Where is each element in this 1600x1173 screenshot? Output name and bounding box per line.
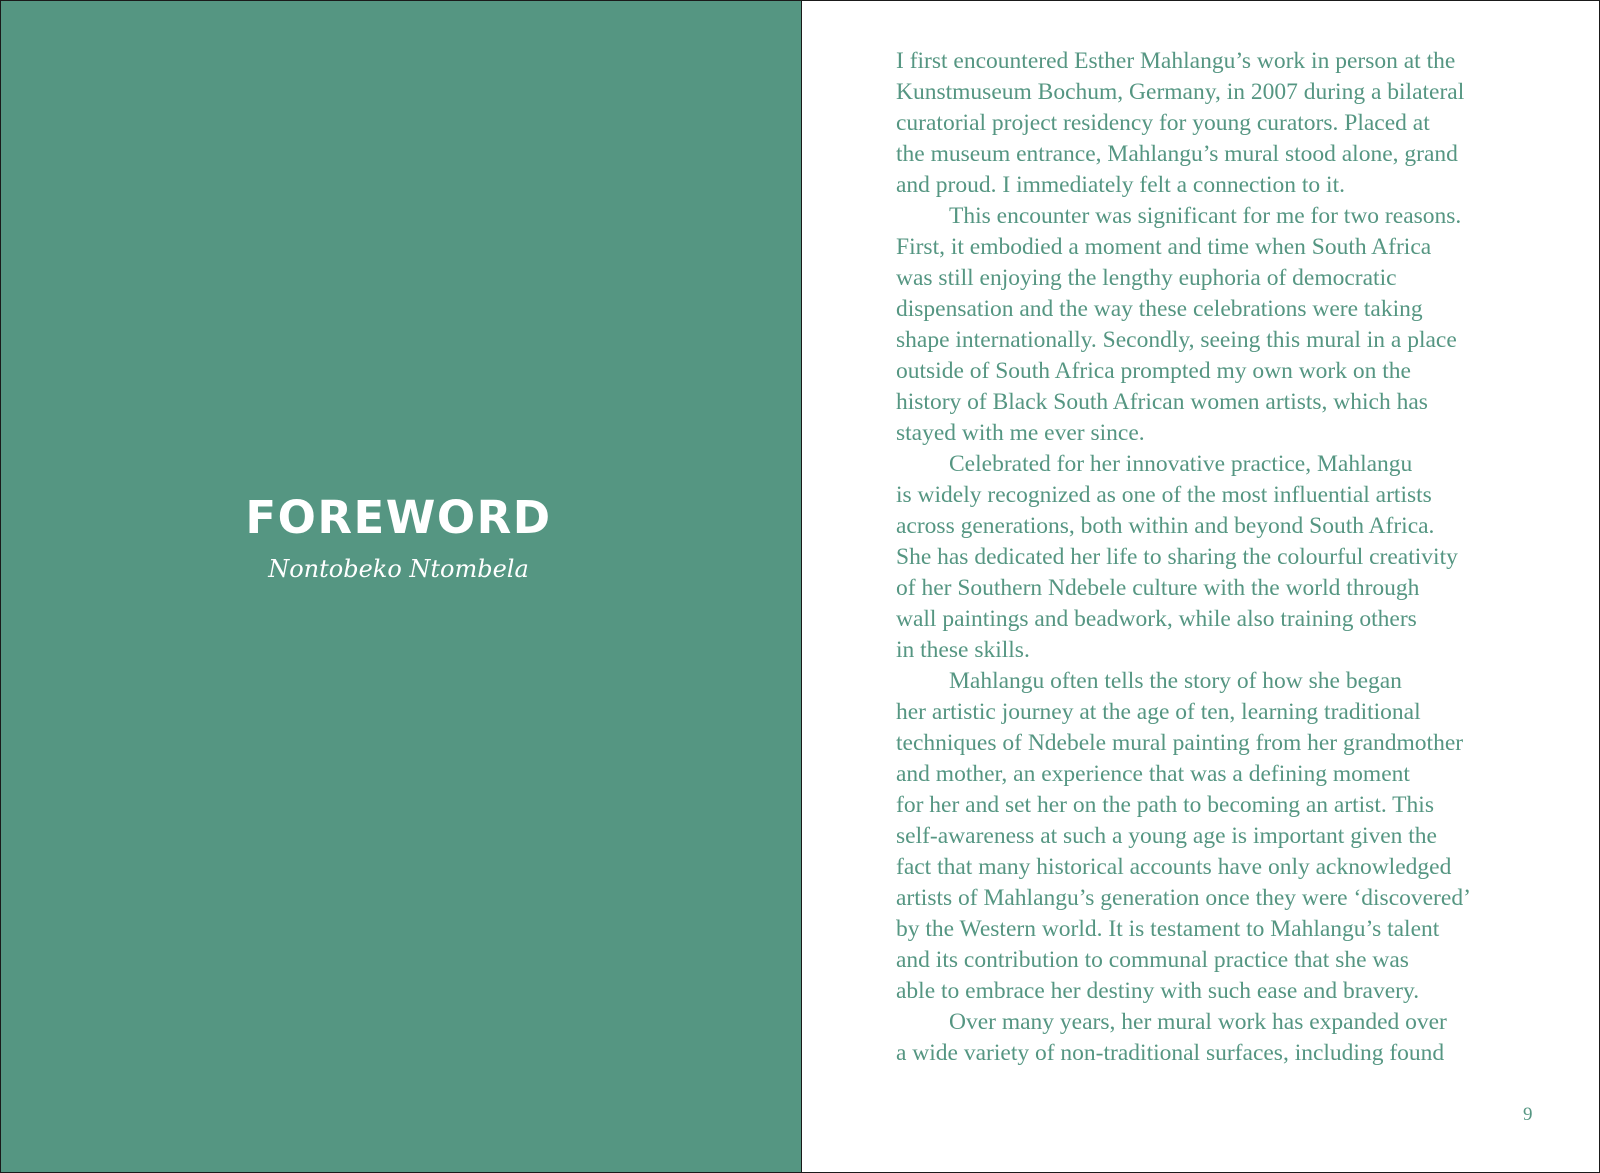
page-number: 9	[1523, 1104, 1533, 1125]
body-text-line: by the Western world. It is testament to Mahlangu’s talent	[896, 916, 1440, 942]
body-text-line: and mother, an experience that was a defining moment	[896, 761, 1410, 787]
body-text-line: wall paintings and beadwork, while also training others	[896, 606, 1417, 632]
body-text-line: the museum entrance, Mahlangu’s mural stood alone, grand	[896, 141, 1458, 167]
chapter-title: FOREWORD	[245, 491, 552, 544]
body-text-line: techniques of Ndebele mural painting from her grandmother	[896, 730, 1464, 756]
body-text-line: her artistic journey at the age of ten, learning traditional	[896, 699, 1421, 725]
body-text-line: for her and set her on the path to becoming an artist. This	[896, 792, 1434, 818]
body-text-line: This encounter was significant for me for two reasons.	[949, 203, 1462, 229]
body-text-line: of her Southern Ndebele culture with the world through	[896, 575, 1420, 601]
body-text-line: and its contribution to communal practice that she was	[896, 947, 1409, 973]
body-text-line: fact that many historical accounts have only acknowledged	[896, 854, 1452, 880]
body-text-line: shape internationally. Secondly, seeing this mural in a place	[896, 327, 1457, 353]
body-text-line: stayed with me ever since.	[896, 420, 1145, 446]
body-text-line: a wide variety of non-traditional surfaces, including found	[896, 1040, 1445, 1066]
body-text-line: artists of Mahlangu’s generation once they were ‘discovered’	[896, 885, 1471, 911]
body-text-line: curatorial project residency for young curators. Placed at	[896, 110, 1430, 136]
body-text-line: outside of South Africa prompted my own work on the	[896, 358, 1411, 384]
body-text-line: is widely recognized as one of the most influential artists	[896, 482, 1432, 508]
body-text-line: in these skills.	[896, 637, 1030, 663]
body-text-line: I first encountered Esther Mahlangu’s work in person at the	[896, 48, 1456, 74]
body-text-line: Celebrated for her innovative practice, Mahlangu	[949, 451, 1413, 477]
left-page-green-panel	[1, 1, 801, 1172]
body-text-line: was still enjoying the lengthy euphoria of democratic	[896, 265, 1397, 291]
body-text-line: able to embrace her destiny with such ease and bravery.	[896, 978, 1420, 1004]
body-text-line: She has dedicated her life to sharing the colourful creativity	[896, 544, 1458, 570]
body-text-line: and proud. I immediately felt a connection to it.	[896, 172, 1345, 198]
body-text	[896, 46, 1536, 1069]
body-text-line: Over many years, her mural work has expanded over	[949, 1009, 1447, 1035]
body-text-line: dispensation and the way these celebrations were taking	[896, 296, 1423, 322]
title-block	[1, 488, 796, 586]
author-name: Nontobeko Ntombela	[268, 555, 529, 583]
body-text-line: Mahlangu often tells the story of how she began	[949, 668, 1402, 694]
body-text-line: self-awareness at such a young age is important given the	[896, 823, 1437, 849]
body-text-line: history of Black South African women artists, which has	[896, 389, 1428, 415]
body-text-line: First, it embodied a moment and time when South Africa	[896, 234, 1432, 260]
body-text-line: across generations, both within and beyond South Africa.	[896, 513, 1435, 539]
body-text-line: Kunstmuseum Bochum, Germany, in 2007 during a bilateral	[896, 79, 1465, 105]
